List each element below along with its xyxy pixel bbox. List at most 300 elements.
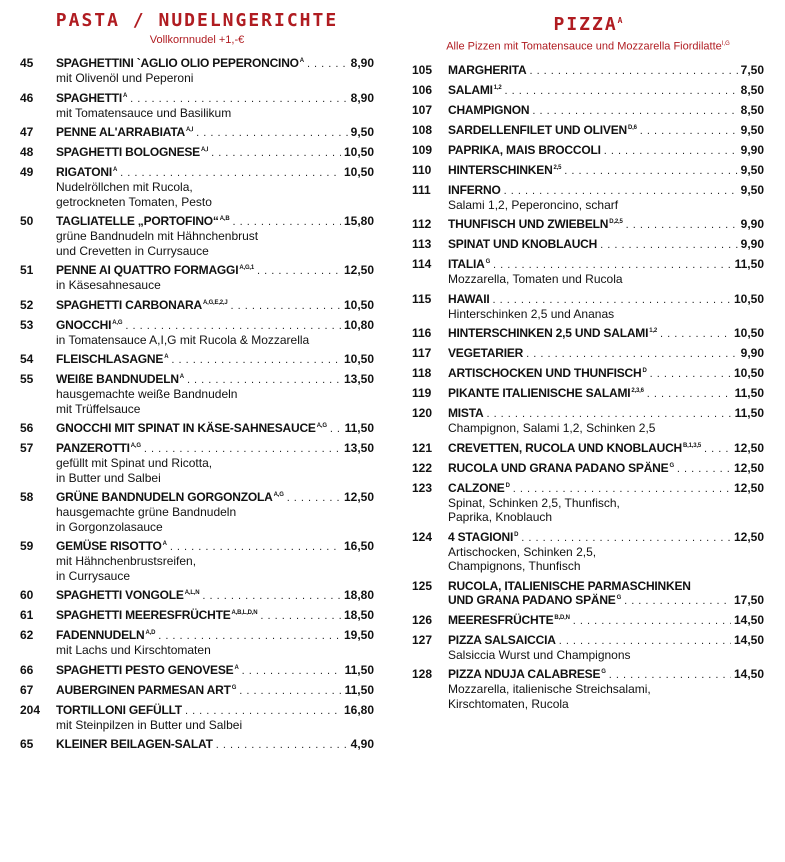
menu-item [20,165,374,209]
item-body [448,163,764,178]
item-name: ARTISCHOCKEN UND $THUNFISCH^D$ [448,366,647,381]
item-body [56,737,374,752]
item-number: 125 [412,578,433,593]
item-body [56,165,374,209]
allergen-codes: G [601,669,606,676]
leader-dots [216,738,348,752]
item-number: 66 [20,662,34,677]
item-number: 45 [20,56,34,70]
leader-dots [144,442,341,456]
item-body [56,298,374,313]
item-number: 204 [20,702,41,717]
leader-dots [130,92,348,106]
item-description: Mozzarella, italienische Streichsalami, Kirschtomaten, Rucola [448,682,651,711]
allergen-codes: D [514,531,519,538]
item-name: $FADENNUDELN^{A,D}$ [56,628,156,642]
leader-dots [521,531,731,545]
menu-item [20,263,374,293]
menu-item [20,372,374,416]
item-name: SARDELLENFILET UND $OLIVEN^{D,6}$ [448,122,637,137]
item-number: 56 [20,421,34,435]
item-number: 110 [412,162,432,177]
menu-item [412,346,764,361]
menu-item [20,56,374,86]
menu-item [20,683,374,698]
item-number: 108 [412,122,433,137]
item-body [448,579,764,608]
item-description: mit Olivenöl und Peperoni [56,71,194,85]
allergen-codes: D,6 [628,124,637,131]
allergen-codes: A,G [130,443,141,449]
leader-dots [513,482,731,496]
item-number: 128 [412,667,433,682]
item-body [56,628,374,658]
menu-item [20,539,374,583]
pizza-items [412,63,764,712]
item-number: 123 [412,480,433,495]
item-name: 4 $STAGIONI^D$ [448,529,519,544]
item-number: 46 [20,90,34,105]
item-name: PIKANTE ITALIENISCHE SALAMI$^{2,3,6}$ [448,386,644,401]
item-name: $SPAGHETTI^A$ [56,90,128,105]
item-body [56,663,374,678]
menu-item [412,366,764,381]
item-description: hausgemachte grüne Bandnudeln in Gorgonzolasauce [56,505,237,534]
leader-dots [624,594,731,608]
item-price: 8,90 [350,56,374,70]
item-name: SPAGHETTI $MEERESFRÜCHTE^{A,B,L,D,N}$ [56,608,258,622]
item-description: Mozzarella, Tomaten und Rucola [448,272,623,287]
menu-item [20,703,374,733]
item-name: VEGETARIER [448,346,524,361]
item-description: Salsiccia Wurst und Champignons [448,647,631,662]
menu-item [412,292,764,322]
item-price: 12,50 [343,263,374,277]
item-price: 11,50 [344,682,374,697]
menu-item [412,183,764,213]
item-price: 10,50 [733,291,764,306]
item-body [448,217,764,232]
item-number: 47 [20,125,34,139]
item-body [448,103,764,118]
item-price: 19,50 [343,628,374,642]
leader-dots [660,327,731,341]
leader-dots [158,629,341,643]
menu-item [20,737,374,752]
item-name: WEIßE $BANDNUDELN^A$ [56,372,184,386]
allergen-codes: A,D [145,630,156,636]
item-price: 9,90 [740,142,764,157]
item-number: 62 [20,628,34,642]
item-body [448,366,764,381]
leader-dots [239,684,341,698]
item-name: SPINAT UND KNOBLAUCH [448,237,598,252]
leader-dots [287,491,341,505]
item-number: 51 [20,263,34,277]
leader-dots [677,462,731,476]
allergen-codes: A,I [186,127,194,133]
item-number: 121 [412,440,433,455]
leader-dots [650,367,731,381]
item-price: 10,80 [343,317,374,332]
menu-item [20,214,374,258]
menu-item [20,125,374,140]
menu-item [412,103,764,118]
item-name: $GNOCCHI^{A,G}$ [56,317,123,332]
item-price: 14,50 [733,632,764,647]
item-number: 105 [412,62,433,77]
item-number: 52 [20,297,34,312]
item-body [448,481,764,525]
allergen-codes: D [505,482,510,489]
item-price: 11,50 [734,257,764,272]
allergen-codes: A [299,58,304,64]
menu-item [412,441,764,456]
leader-dots [559,634,731,648]
item-name: SPAGHETTINI `AGLIO OLIO $PEPERONCINO^A$ [56,56,304,70]
item-name: PIZZA NDUJA $CALABRESE^G$ [448,667,606,682]
allergen-codes: B,1,3,5 [683,442,701,449]
item-price: 8,90 [350,90,374,105]
item-body [448,461,764,476]
leader-dots [529,64,737,78]
item-name: PENNE $AL'ARRABIATA^{A,I}$ [56,125,194,139]
pizza-title: $PIZZA^A$ [553,14,623,35]
allergen-codes: D,2,5 [609,219,623,226]
leader-dots [505,84,738,98]
item-body [448,441,764,456]
item-price: 16,80 [343,702,374,717]
item-name: GRÜNE BANDNUDELN $GORGONZOLA^{A,G}$ [56,490,284,504]
allergen-codes: 1,2 [649,328,657,335]
leader-dots [120,166,341,180]
item-price: 12,50 [733,460,764,475]
allergen-codes: A,G,1 [239,265,255,271]
item-description: Champignon, Salami 1,2, Schinken 2,5 [448,421,656,436]
item-body [56,263,374,293]
item-body [448,257,764,287]
item-body [448,346,764,361]
item-body [448,386,764,401]
item-price: 13,50 [343,372,374,386]
item-name: $FLEISCHLASAGNE^A$ [56,352,169,366]
item-body [448,406,764,436]
item-number: 127 [412,632,433,647]
item-description: Salami 1,2, Peperoncino, scharf [448,197,619,212]
leader-dots [526,347,738,361]
menu-item [412,667,764,711]
leader-dots [211,146,341,160]
leader-dots [260,609,341,623]
item-price: 11,50 [344,662,374,677]
leader-dots [640,124,738,138]
menu-item [412,481,764,525]
item-name: SPAGHETTI PESTO $GENOVESE^A$ [56,662,239,677]
allergen-codes: A,B [219,216,230,222]
item-number: 114 [412,257,432,272]
menu-item [412,83,764,98]
menu-item [412,633,764,663]
item-number: 60 [20,588,34,602]
item-name: GNOCCHI MIT SPINAT IN KÄSE-$SAHNESAUCE^{A,G}$ [56,421,327,435]
pasta-section [20,10,374,757]
item-number: 117 [412,346,432,361]
item-name: TORTILLONI GEFÜLLT [56,702,182,717]
menu-item [412,217,764,232]
item-name: THUNFISCH UND $ZWIEBELN^{D,2,5}$ [448,217,623,232]
item-body [448,613,764,628]
item-body [448,326,764,341]
item-price: 10,50 [343,145,374,159]
item-name: SPAGHETTI $VONGOLE^{A,L,N}$ [56,588,200,602]
leader-dots [330,422,342,436]
item-number: 49 [20,165,34,179]
item-price: 15,80 [343,214,374,228]
item-price: 14,50 [733,612,764,627]
item-body [56,490,374,534]
item-name: HAWAII [448,291,490,306]
item-price: 10,50 [733,326,764,341]
item-price: 9,90 [740,217,764,232]
item-name: $MEERESFRÜCHTE^{B,D,N}$ [448,612,570,627]
item-number: 67 [20,682,34,697]
allergen-codes: D [642,368,647,375]
leader-dots [185,704,341,718]
allergen-codes: A,I [201,147,209,153]
item-body [448,143,764,158]
pizza-section [412,10,764,716]
allergen-codes: A,B,L,D,N [231,610,258,616]
item-name: PIZZA SALSAICCIA [448,632,556,647]
allergen-codes: 2,3,6 [631,388,644,395]
item-price: 10,50 [343,165,374,179]
menu-item [412,123,764,138]
item-price: 11,50 [344,421,374,435]
item-body [56,352,374,367]
menu-item [412,257,764,287]
item-name: MARGHERITA [448,62,527,77]
leader-dots [231,299,341,313]
leader-dots [232,215,341,229]
menu-item [20,490,374,534]
item-description: mit Lachs und Kirschtomaten [56,643,211,657]
item-name: AUBERGINEN PARMESAN $ART^G$ [56,682,237,697]
item-name: HINTERSCHINKEN$^{2,5}$ [448,162,562,177]
menu-item [20,588,374,603]
item-body [56,372,374,416]
item-price: 10,50 [733,366,764,381]
allergen-codes: B,D,N [554,614,570,621]
item-body [448,237,764,252]
item-description: Hinterschinken 2,5 und Ananas [448,306,615,321]
item-number: 115 [412,291,432,306]
item-price: 9,50 [740,182,764,197]
item-number: 124 [412,529,433,544]
item-number: 65 [20,737,34,751]
item-number: 111 [412,182,431,197]
item-name: CREVETTEN, RUCOLA UND $KNOBLAUCH^{B,1,3,5}$ [448,440,701,455]
item-number: 118 [412,366,432,381]
leader-dots [626,218,738,232]
item-body [56,588,374,603]
menu-item [412,406,764,436]
item-price: 8,50 [740,82,764,97]
pasta-title: PASTA / NUDELNGERICHTE [55,10,339,31]
item-number: 120 [412,406,433,421]
item-price: 8,50 [740,102,764,117]
leader-dots [564,164,737,178]
item-price: 12,50 [733,480,764,495]
item-body [56,125,374,140]
item-body [448,123,764,138]
item-body [56,145,374,160]
item-name: GEMÜSE $RISOTTO^A$ [56,539,167,553]
item-price: 9,90 [740,346,764,361]
leader-dots [125,319,341,333]
menu-item [20,663,374,678]
item-body [56,214,374,258]
item-price: 9,50 [350,125,374,139]
item-description: Spinat, Schinken 2,5, Thunfisch, Paprika, Knoblauch [448,495,620,525]
item-body [56,421,374,436]
item-description: mit Steinpilzen in Butter und Salbei [56,717,243,732]
menu-item [20,352,374,367]
menu-item [20,628,374,658]
item-price: 4,90 [350,737,374,751]
item-name: RUCOLA, ITALIENISCHE PARMASCHINKEN [448,578,691,593]
leader-dots [504,184,738,198]
item-description: grüne Bandnudeln mit Hähnchenbrust und Crevetten in Currysauce [56,229,259,258]
item-number: 119 [412,386,432,401]
item-price: 17,50 [733,592,764,607]
allergen-codes: G [669,462,674,469]
leader-dots [600,238,738,252]
allergen-codes: A [164,354,169,360]
leader-dots [171,353,341,367]
item-price: 10,50 [343,297,374,312]
item-number: 59 [20,539,34,553]
item-body [448,63,764,78]
item-name: $PANZEROTTI^{A,G}$ [56,441,141,455]
item-body [56,608,374,623]
menu-item [412,613,764,628]
item-number: 116 [412,326,432,341]
allergen-codes: 1,2 [493,84,502,91]
item-body [448,633,764,663]
leader-dots [493,258,732,272]
menu-item [20,298,374,313]
item-number: 48 [20,145,34,159]
menu-item [20,608,374,623]
item-name: $CALZONE^D$ [448,480,510,495]
item-price: 12,50 [733,529,764,544]
item-body [448,83,764,98]
leader-dots [609,668,731,682]
leader-dots [170,540,341,554]
item-body [56,91,374,121]
menu-item [412,143,764,158]
allergen-codes: A [179,374,184,380]
allergen-codes: G [231,684,237,691]
leader-dots [196,126,348,140]
item-name: TAGLIATELLE „PORTOFINO“$^{A,B}$ [56,214,230,228]
item-number: 55 [20,372,34,386]
item-body [56,539,374,583]
pasta-items [20,56,374,752]
item-number: 57 [20,441,34,455]
menu-item [20,421,374,436]
item-number: 106 [412,82,433,97]
item-name: MISTA [448,406,484,421]
allergen-codes: 2,5 [553,164,562,171]
leader-dots [202,589,341,603]
item-price: 9,90 [740,237,764,252]
menu-item [412,237,764,252]
item-number: 113 [412,237,432,252]
item-price: 9,50 [740,122,764,137]
item-price: 11,50 [734,386,764,401]
item-price: 9,50 [740,162,764,177]
leader-dots [486,407,731,421]
item-body [56,683,374,698]
item-number: 107 [412,102,433,117]
allergen-codes: A [162,541,167,547]
leader-dots [604,144,738,158]
leader-dots [242,664,342,678]
item-name: $RIGATONI^A$ [56,165,118,179]
leader-dots [704,442,731,456]
allergen-codes: A,G [112,319,123,326]
item-name: RUCOLA UND GRANA PADANO $SPÄNE^G$ [448,460,674,475]
item-body [448,530,764,574]
pizza-title-sup: A [617,16,623,25]
item-name: PENNE AI QUATTRO $FORMAGGI^{A,G,1}$ [56,263,255,277]
item-name: SPAGHETTI $CARBONARA^{A,G,E,2,J}$ [56,297,228,312]
item-name: HINTERSCHINKEN 2,5 UND SALAMI$^{1,2}$ [448,326,657,341]
item-description: hausgemachte weiße Bandnudeln mit Trüffelsauce [56,387,238,416]
item-body [56,56,374,86]
pizza-subtitle-sup: I,G [721,41,730,47]
allergen-codes: A [122,92,128,99]
allergen-codes: G [616,594,622,601]
item-body [56,703,374,733]
item-number: 122 [412,460,433,475]
item-price: 7,50 [740,62,764,77]
item-body [448,667,764,711]
item-description: Nudelröllchen mit Rucola, getrockneten Tomaten, Pesto [56,180,212,209]
menu-item [412,579,764,608]
menu-item [412,386,764,401]
leader-dots [573,614,731,628]
item-number: 50 [20,214,34,228]
item-price: 11,50 [734,406,764,421]
item-price: 14,50 [733,667,764,682]
item-number: 53 [20,317,34,332]
allergen-codes: A,G [316,423,327,429]
item-body [448,183,764,213]
menu-item [20,441,374,485]
leader-dots [492,293,731,307]
item-price: 12,50 [343,490,374,504]
item-number: 58 [20,490,34,504]
leader-dots [307,57,348,71]
item-description: in Tomatensauce A,I,G mit Rucola & Mozzarella [56,332,310,347]
allergen-codes: G [485,259,491,266]
item-price: 12,50 [733,440,764,455]
item-body [448,292,764,322]
allergen-codes: A,G,E,2,J [202,299,228,306]
menu-item [20,91,374,121]
